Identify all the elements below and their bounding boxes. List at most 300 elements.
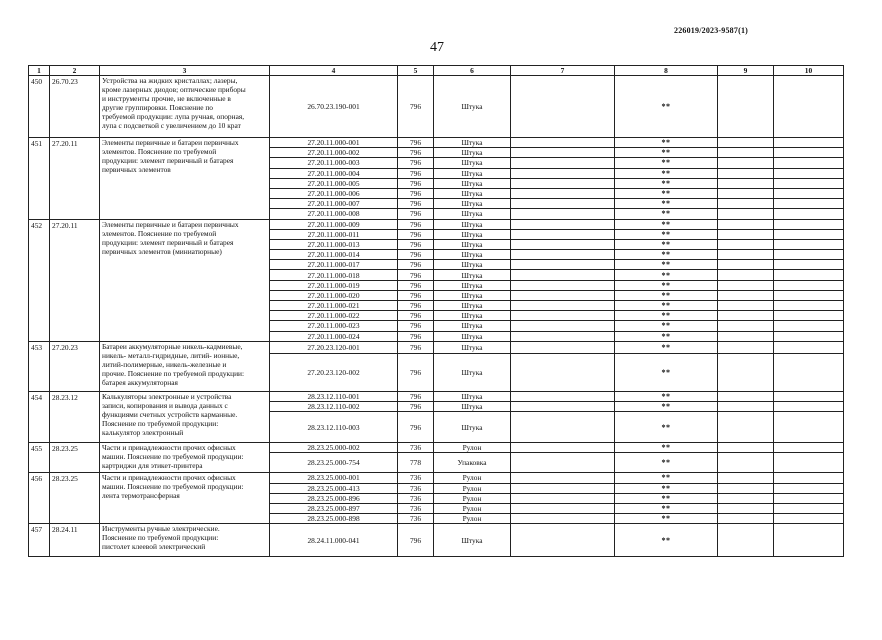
col10-cell <box>774 483 844 493</box>
requirement-mark: ** <box>615 311 718 321</box>
requirement-mark: ** <box>615 524 718 557</box>
requirement-mark: ** <box>615 473 718 483</box>
col9-cell <box>718 311 774 321</box>
okei-code: 796 <box>398 229 434 239</box>
description-line: машин. Пояснение по требуемой продукции: <box>102 482 244 492</box>
col7-cell <box>511 391 615 401</box>
okpd2-code: 27.20.11 <box>50 138 100 220</box>
okei-code: 796 <box>398 209 434 219</box>
ktru-code: 27.20.11.000-011 <box>270 229 398 239</box>
header-cell: 6 <box>434 66 511 76</box>
requirement-mark: ** <box>615 148 718 158</box>
description-line: лупа с подсветкой с увеличением до 10 крат <box>102 121 241 130</box>
col7-cell <box>511 301 615 311</box>
col10-cell <box>774 229 844 239</box>
requirement-mark: ** <box>615 229 718 239</box>
requirement-mark: ** <box>615 260 718 270</box>
table-row <box>29 391 844 401</box>
col7-cell <box>511 483 615 493</box>
unit-name: Штука <box>434 239 511 249</box>
okei-code: 796 <box>398 168 434 178</box>
ktru-code: 27.20.11.000-024 <box>270 331 398 341</box>
col9-cell <box>718 250 774 260</box>
ktru-code: 26.70.23.190-001 <box>270 76 398 138</box>
row-number: 456 <box>29 473 50 524</box>
unit-name: Рулон <box>434 483 511 493</box>
col10-cell <box>774 188 844 198</box>
col9-cell <box>718 473 774 483</box>
col7-cell <box>511 341 615 353</box>
col9-cell <box>718 219 774 229</box>
col10-cell <box>774 503 844 513</box>
ktru-code: 27.20.11.000-005 <box>270 178 398 188</box>
okpd2-code: 28.23.25 <box>50 473 100 524</box>
unit-name: Рулон <box>434 493 511 503</box>
okei-code: 736 <box>398 473 434 483</box>
description-line: литий-полимерные, никель-железные и <box>102 359 227 369</box>
okei-code: 736 <box>398 443 434 453</box>
table-row <box>29 473 844 483</box>
col10-cell <box>774 391 844 401</box>
ktru-code: 27.20.11.000-001 <box>270 138 398 148</box>
col7-cell <box>511 158 615 168</box>
col10-cell <box>774 524 844 557</box>
unit-name: Штука <box>434 188 511 198</box>
col7-cell <box>511 168 615 178</box>
col7-cell <box>511 239 615 249</box>
okei-code: 796 <box>398 178 434 188</box>
col9-cell <box>718 138 774 148</box>
procurement-table <box>28 65 844 557</box>
col7-cell <box>511 270 615 280</box>
okei-code: 796 <box>398 331 434 341</box>
col10-cell <box>774 493 844 503</box>
ktru-code: 28.23.25.000-897 <box>270 503 398 513</box>
table-row <box>29 76 844 138</box>
requirement-mark: ** <box>615 270 718 280</box>
col9-cell <box>718 229 774 239</box>
unit-name: Штука <box>434 341 511 353</box>
description-line: батарея аккумуляторная <box>102 377 178 387</box>
col7-cell <box>511 473 615 483</box>
requirement-mark: ** <box>615 138 718 148</box>
col7-cell <box>511 331 615 341</box>
okei-code: 736 <box>398 483 434 493</box>
header-cell: 9 <box>718 66 774 76</box>
item-description <box>100 524 270 557</box>
ktru-code: 28.23.12.110-002 <box>270 401 398 411</box>
unit-name: Штука <box>434 250 511 260</box>
col9-cell <box>718 493 774 503</box>
col9-cell <box>718 391 774 401</box>
page-number: 47 <box>430 40 444 55</box>
okei-code: 796 <box>398 321 434 331</box>
ktru-code: 27.20.11.000-021 <box>270 301 398 311</box>
description-line: картриджи для этикет-принтера <box>102 461 203 471</box>
ktru-code: 27.20.11.000-009 <box>270 219 398 229</box>
col10-cell <box>774 270 844 280</box>
unit-name: Штука <box>434 290 511 300</box>
ktru-code: 28.23.25.000-754 <box>270 453 398 473</box>
unit-name: Штука <box>434 148 511 158</box>
col9-cell <box>718 321 774 331</box>
table-row <box>29 341 844 353</box>
unit-name: Рулон <box>434 503 511 513</box>
okpd2-code: 26.70.23 <box>50 76 100 138</box>
col10-cell <box>774 443 844 453</box>
row-number: 454 <box>29 391 50 442</box>
col7-cell <box>511 524 615 557</box>
col9-cell <box>718 341 774 353</box>
header-cell: 8 <box>615 66 718 76</box>
description-line: требуемой продукции: лупа ручная, опорная, <box>102 112 245 121</box>
description-line: Устройства на жидких кристаллах; лазеры, <box>102 76 238 85</box>
col7-cell <box>511 148 615 158</box>
ktru-code: 27.20.11.000-018 <box>270 270 398 280</box>
okei-code: 796 <box>398 138 434 148</box>
okei-code: 796 <box>398 270 434 280</box>
requirement-mark: ** <box>615 453 718 473</box>
ktru-code: 27.20.23.120-002 <box>270 353 398 391</box>
okei-code: 796 <box>398 219 434 229</box>
col7-cell <box>511 219 615 229</box>
okei-code: 796 <box>398 260 434 270</box>
col9-cell <box>718 158 774 168</box>
col9-cell <box>718 209 774 219</box>
description-line: и инструменты прочие, не включенные в <box>102 94 231 103</box>
unit-name: Штука <box>434 401 511 411</box>
requirement-mark: ** <box>615 514 718 524</box>
col9-cell <box>718 270 774 280</box>
col10-cell <box>774 76 844 138</box>
requirement-mark: ** <box>615 168 718 178</box>
row-number: 453 <box>29 341 50 391</box>
header-cell: 10 <box>774 66 844 76</box>
col7-cell <box>511 290 615 300</box>
okei-code: 796 <box>398 290 434 300</box>
col7-cell <box>511 514 615 524</box>
item-description <box>100 443 270 473</box>
description-line: Пояснение по требуемой продукции: <box>102 533 219 543</box>
unit-name: Штука <box>434 280 511 290</box>
unit-name: Штука <box>434 311 511 321</box>
col10-cell <box>774 219 844 229</box>
okei-code: 736 <box>398 493 434 503</box>
description-line: продукции: элемент первичный и батарея <box>102 237 234 247</box>
requirement-mark: ** <box>615 412 718 443</box>
col10-cell <box>774 331 844 341</box>
col9-cell <box>718 168 774 178</box>
unit-name: Штука <box>434 219 511 229</box>
item-description <box>100 391 270 442</box>
col10-cell <box>774 321 844 331</box>
description-line: продукции: элемент первичный и батарея <box>102 156 234 165</box>
ktru-code: 27.20.11.000-008 <box>270 209 398 219</box>
description-line: функциями счетных устройств карманные. <box>102 409 238 419</box>
okei-code: 796 <box>398 148 434 158</box>
requirement-mark: ** <box>615 158 718 168</box>
col7-cell <box>511 229 615 239</box>
description-line: элементов. Пояснение по требуемой <box>102 147 217 156</box>
unit-name: Упаковка <box>434 453 511 473</box>
unit-name: Рулон <box>434 473 511 483</box>
unit-name: Штука <box>434 391 511 401</box>
col10-cell <box>774 239 844 249</box>
unit-name: Штука <box>434 168 511 178</box>
table-row <box>29 524 844 557</box>
description-line: лента термотрансферная <box>102 491 180 501</box>
col9-cell <box>718 76 774 138</box>
table-row <box>29 443 844 453</box>
okei-code: 796 <box>398 391 434 401</box>
okei-code: 796 <box>398 158 434 168</box>
description-line: Батареи аккумуляторные никель-кадмиевые, <box>102 341 243 351</box>
row-number: 457 <box>29 524 50 557</box>
description-line: первичных элементов (миниатюрные) <box>102 246 222 256</box>
col7-cell <box>511 412 615 443</box>
col7-cell <box>511 209 615 219</box>
header-row <box>29 66 844 76</box>
col10-cell <box>774 138 844 148</box>
unit-name: Штука <box>434 301 511 311</box>
okei-code: 796 <box>398 199 434 209</box>
requirement-mark: ** <box>615 250 718 260</box>
col10-cell <box>774 453 844 473</box>
description-line: Пояснение по требуемой продукции: <box>102 418 219 428</box>
col7-cell <box>511 199 615 209</box>
col7-cell <box>511 178 615 188</box>
col10-cell <box>774 250 844 260</box>
description-line: пистолет клеевой электрический <box>102 542 206 552</box>
col7-cell <box>511 76 615 138</box>
col7-cell <box>511 321 615 331</box>
requirement-mark: ** <box>615 188 718 198</box>
col7-cell <box>511 138 615 148</box>
okei-code: 796 <box>398 524 434 557</box>
col7-cell <box>511 250 615 260</box>
col9-cell <box>718 514 774 524</box>
ktru-code: 27.20.11.000-002 <box>270 148 398 158</box>
col10-cell <box>774 260 844 270</box>
okpd2-code: 28.23.25 <box>50 443 100 473</box>
okei-code: 796 <box>398 239 434 249</box>
col7-cell <box>511 453 615 473</box>
ktru-code: 27.20.11.000-019 <box>270 280 398 290</box>
col7-cell <box>511 401 615 411</box>
unit-name: Штука <box>434 260 511 270</box>
ktru-code: 28.23.25.000-002 <box>270 443 398 453</box>
description-line: записи, копирования и вывода данных с <box>102 400 228 410</box>
unit-name: Штука <box>434 178 511 188</box>
description-line: элементов. Пояснение по требуемой <box>102 228 217 238</box>
okpd2-code: 27.20.11 <box>50 219 100 341</box>
okei-code: 796 <box>398 401 434 411</box>
col9-cell <box>718 401 774 411</box>
description-line: Части и принадлежности прочих офисных <box>102 443 236 453</box>
item-description <box>100 219 270 341</box>
okei-code: 796 <box>398 250 434 260</box>
unit-name: Штука <box>434 524 511 557</box>
col10-cell <box>774 209 844 219</box>
ktru-code: 27.20.11.000-003 <box>270 158 398 168</box>
okei-code: 778 <box>398 453 434 473</box>
unit-name: Штука <box>434 321 511 331</box>
item-description <box>100 76 270 138</box>
col9-cell <box>718 483 774 493</box>
ktru-code: 28.23.25.000-001 <box>270 473 398 483</box>
col10-cell <box>774 353 844 391</box>
ktru-code: 27.20.11.000-023 <box>270 321 398 331</box>
unit-name: Штука <box>434 138 511 148</box>
description-line: Калькуляторы электронные и устройства <box>102 391 232 401</box>
col10-cell <box>774 412 844 443</box>
requirement-mark: ** <box>615 341 718 353</box>
requirement-mark: ** <box>615 443 718 453</box>
ktru-code: 28.23.25.000-896 <box>270 493 398 503</box>
item-description <box>100 473 270 524</box>
requirement-mark: ** <box>615 290 718 300</box>
ktru-code: 27.20.23.120-001 <box>270 341 398 353</box>
table-row <box>29 138 844 148</box>
description-line: Элементы первичные и батареи первичных <box>102 219 239 229</box>
description-line: Инструменты ручные электрические. <box>102 524 220 534</box>
okei-code: 796 <box>398 188 434 198</box>
okpd2-code: 28.23.12 <box>50 391 100 442</box>
description-line: прочие. Пояснение по требуемой продукции: <box>102 368 245 378</box>
col9-cell <box>718 280 774 290</box>
requirement-mark: ** <box>615 239 718 249</box>
header-cell: 2 <box>50 66 100 76</box>
ktru-code: 28.24.11.000-041 <box>270 524 398 557</box>
col9-cell <box>718 178 774 188</box>
requirement-mark: ** <box>615 209 718 219</box>
col10-cell <box>774 341 844 353</box>
requirement-mark: ** <box>615 391 718 401</box>
okpd2-code: 27.20.23 <box>50 341 100 391</box>
okei-code: 796 <box>398 341 434 353</box>
col9-cell <box>718 443 774 453</box>
requirement-mark: ** <box>615 301 718 311</box>
col10-cell <box>774 290 844 300</box>
col9-cell <box>718 412 774 443</box>
item-description <box>100 138 270 220</box>
requirement-mark: ** <box>615 321 718 331</box>
unit-name: Штука <box>434 76 511 138</box>
col10-cell <box>774 514 844 524</box>
header-cell: 3 <box>100 66 270 76</box>
row-number: 455 <box>29 443 50 473</box>
unit-name: Штука <box>434 270 511 280</box>
description-line: машин. Пояснение по требуемой продукции: <box>102 452 244 462</box>
okei-code: 796 <box>398 280 434 290</box>
col10-cell <box>774 301 844 311</box>
unit-name: Рулон <box>434 514 511 524</box>
requirement-mark: ** <box>615 280 718 290</box>
header-cell: 4 <box>270 66 398 76</box>
col9-cell <box>718 188 774 198</box>
col9-cell <box>718 260 774 270</box>
row-number: 450 <box>29 76 50 138</box>
header-cell: 5 <box>398 66 434 76</box>
header-cell: 1 <box>29 66 50 76</box>
requirement-mark: ** <box>615 331 718 341</box>
requirement-mark: ** <box>615 483 718 493</box>
requirement-mark: ** <box>615 199 718 209</box>
ktru-code: 28.23.25.000-898 <box>270 514 398 524</box>
description-line: другие группировки. Пояснение по <box>102 103 213 112</box>
okei-code: 796 <box>398 311 434 321</box>
okei-code: 796 <box>398 412 434 443</box>
description-line: никель- металл-гидридные, литий- ионные, <box>102 350 240 360</box>
col10-cell <box>774 158 844 168</box>
col7-cell <box>511 353 615 391</box>
requirement-mark: ** <box>615 219 718 229</box>
okei-code: 796 <box>398 353 434 391</box>
col10-cell <box>774 178 844 188</box>
col9-cell <box>718 453 774 473</box>
col9-cell <box>718 290 774 300</box>
col7-cell <box>511 493 615 503</box>
unit-name: Штука <box>434 412 511 443</box>
ktru-code: 27.20.11.000-022 <box>270 311 398 321</box>
col10-cell <box>774 401 844 411</box>
requirement-mark: ** <box>615 178 718 188</box>
col10-cell <box>774 280 844 290</box>
description-line: первичных элементов <box>102 165 171 174</box>
description-line: Части и принадлежности прочих офисных <box>102 473 236 483</box>
requirement-mark: ** <box>615 493 718 503</box>
unit-name: Штука <box>434 199 511 209</box>
col9-cell <box>718 239 774 249</box>
col10-cell <box>774 168 844 178</box>
ktru-code: 28.23.12.110-001 <box>270 391 398 401</box>
description-line: Элементы первичные и батареи первичных <box>102 138 239 147</box>
requirement-mark: ** <box>615 503 718 513</box>
document-number: 226019/2023-9587(1) <box>674 26 749 35</box>
col7-cell <box>511 503 615 513</box>
requirement-mark: ** <box>615 353 718 391</box>
col10-cell <box>774 473 844 483</box>
table-row <box>29 219 844 229</box>
col7-cell <box>511 311 615 321</box>
col9-cell <box>718 301 774 311</box>
col7-cell <box>511 188 615 198</box>
unit-name: Штука <box>434 229 511 239</box>
okpd2-code: 28.24.11 <box>50 524 100 557</box>
col9-cell <box>718 148 774 158</box>
requirement-mark: ** <box>615 401 718 411</box>
col9-cell <box>718 524 774 557</box>
ktru-code: 27.20.11.000-006 <box>270 188 398 198</box>
col10-cell <box>774 199 844 209</box>
col7-cell <box>511 260 615 270</box>
unit-name: Штука <box>434 158 511 168</box>
okei-code: 736 <box>398 503 434 513</box>
item-description <box>100 341 270 391</box>
ktru-code: 28.23.12.110-003 <box>270 412 398 443</box>
header-cell: 7 <box>511 66 615 76</box>
ktru-code: 28.23.25.000-413 <box>270 483 398 493</box>
requirement-mark: ** <box>615 76 718 138</box>
ktru-code: 27.20.11.000-020 <box>270 290 398 300</box>
ktru-code: 27.20.11.000-013 <box>270 239 398 249</box>
row-number: 451 <box>29 138 50 220</box>
col7-cell <box>511 443 615 453</box>
okei-code: 796 <box>398 301 434 311</box>
unit-name: Штука <box>434 353 511 391</box>
ktru-code: 27.20.11.000-007 <box>270 199 398 209</box>
okei-code: 796 <box>398 76 434 138</box>
